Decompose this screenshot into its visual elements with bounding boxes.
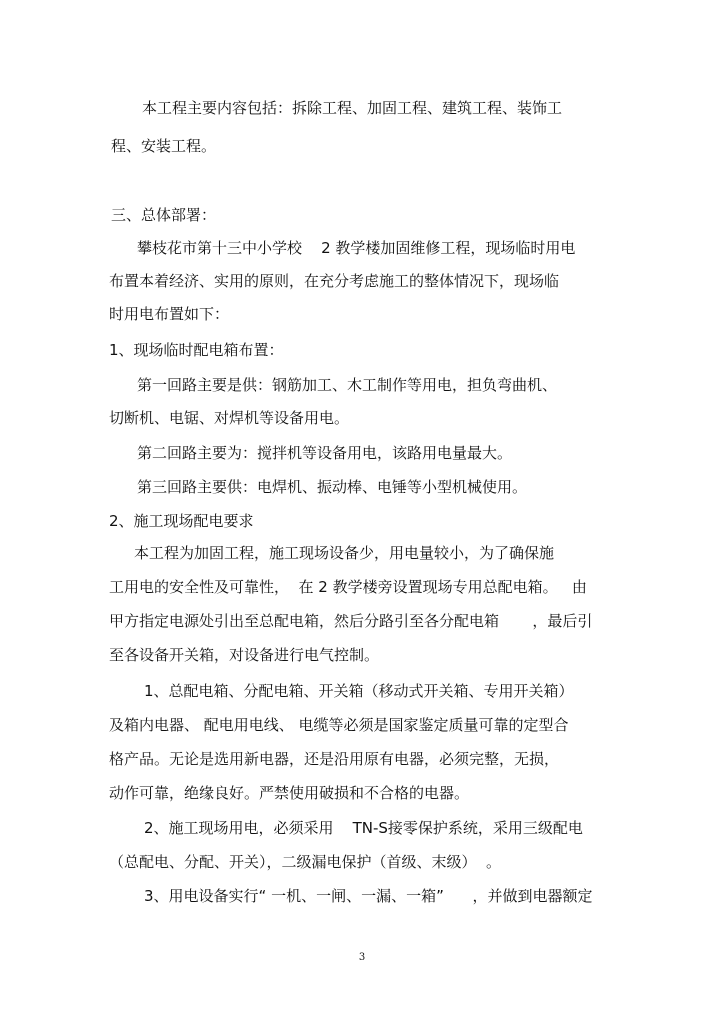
- text-line: （总配电、分配、开关），二级漏电保护（首级、末级） 。: [109, 853, 502, 871]
- text-line: 1、总配电箱、分配电箱、开关箱（移动式开关箱、专用开关箱）: [144, 682, 574, 700]
- section-heading: 三、总体部署：: [111, 206, 217, 224]
- text-line: 2、施工现场用电，必须采用 TN-S接零保护系统，采用三级配电: [144, 819, 583, 837]
- text-line: 本工程主要内容包括：拆除工程、加固工程、建筑工程、装饰工: [142, 99, 563, 117]
- subsection-heading: 2、施工现场配电要求: [109, 512, 254, 530]
- text-line: 格产品。无论是选用新电器，还是沿用原有电器，必须完整，无损，: [109, 750, 560, 768]
- text-line: 程、安装工程。: [111, 137, 217, 155]
- subsection-heading: 1、现场临时配电箱布置：: [109, 341, 284, 359]
- text-line: 动作可靠，绝缘良好。严禁使用破损和不合格的电器。: [109, 784, 470, 802]
- text-line: 时用电布置如下：: [109, 305, 230, 323]
- page-number: 3: [358, 952, 366, 963]
- text-line: 3、用电设备实行“ 一机、一闸、一漏、一箱” ，并做到电器额定: [144, 887, 593, 905]
- text-line: 及箱内电器、 配电用电线、 电缆等必须是国家鉴定质量可靠的定型合: [109, 716, 569, 734]
- text-line: 至各设备开关箱，对设备进行电气控制。: [109, 646, 380, 664]
- text-line: 第三回路主要供：电焊机、振动棒、电锤等小型机械使用。: [137, 478, 528, 496]
- text-line: 布置本着经济、实用的原则，在充分考虑施工的整体情况下，现场临: [109, 272, 560, 290]
- text-line: 第一回路主要是供：钢筋加工、木工制作等用电，担负弯曲机、: [137, 376, 558, 394]
- text-line: 切断机、电锯、对焊机等设备用电。: [109, 409, 350, 427]
- text-line: 本工程为加固工程，施工现场设备少，用电量较小，为了确保施: [134, 544, 555, 562]
- text-line: 甲方指定电源处引出至总配电箱，然后分路引至各分配电箱 ，最后引: [109, 612, 593, 630]
- text-line: 第二回路主要为：搅拌机等设备用电，该路用电量最大。: [137, 444, 513, 462]
- text-line: 攀枝花市第十三中小学校 2 教学楼加固维修工程，现场临时用电: [137, 239, 576, 257]
- text-line: 工用电的安全性及可靠性， 在 2 教学楼旁设置现场专用总配电箱。 由: [109, 578, 587, 596]
